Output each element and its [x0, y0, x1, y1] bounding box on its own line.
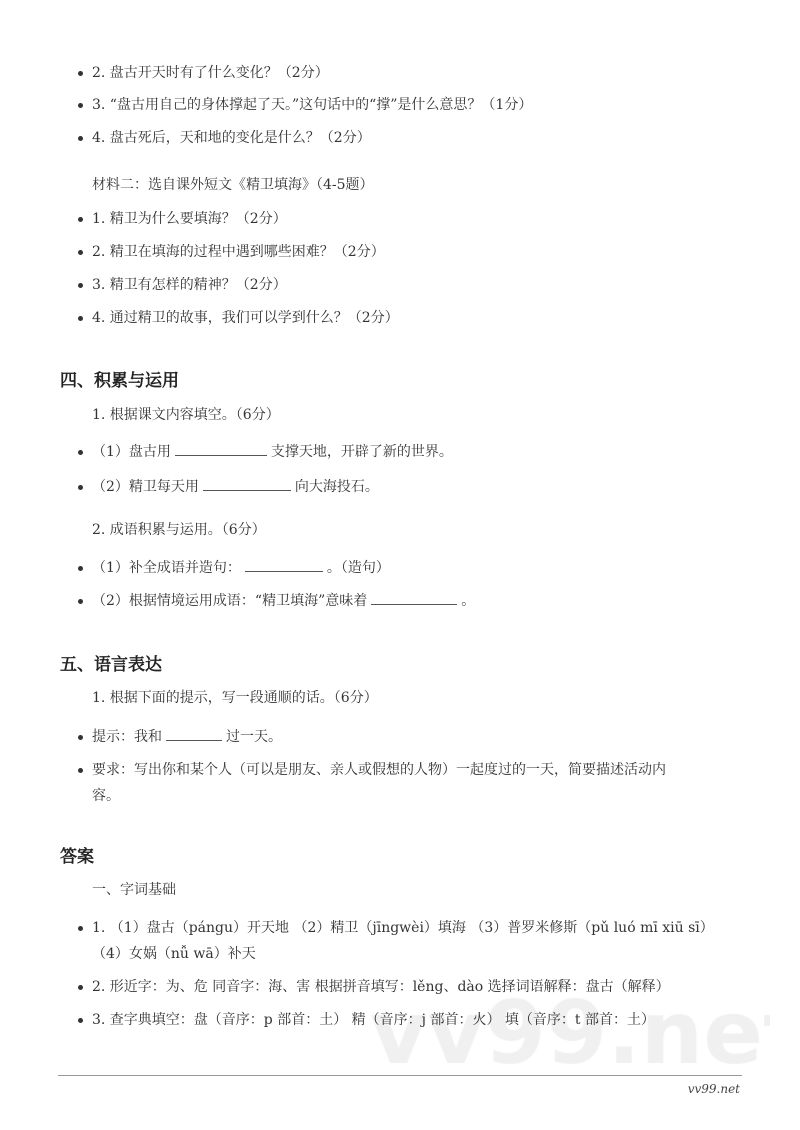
text: 提示：我和	[92, 729, 162, 745]
question-item: 3. “盘古用自己的身体撑起了天。”这句话中的“撑”是什么意思？（1分）	[92, 92, 752, 118]
section-heading: 五、语言表达	[60, 655, 162, 675]
question-item: 4. 通过精卫的故事，我们可以学到什么？（2分）	[92, 305, 752, 331]
blank-field	[371, 590, 457, 605]
text: （1）补全成语并造句：	[92, 560, 241, 576]
material-label: 材料二：选自课外短文《精卫填海》（4-5题）	[92, 177, 374, 193]
question-item: 2. 精卫在填海的过程中遇到哪些困难？（2分）	[92, 239, 752, 265]
question-item: 2. 盘古开天时有了什么变化？（2分）	[92, 60, 752, 86]
requirement-item: 要求：写出你和某个人（可以是朋友、亲人或假想的人物）一起度过的一天，简要描述活动内容。	[92, 757, 692, 809]
fill-item	[92, 439, 752, 465]
footer-site-label: vv99.net	[687, 1082, 740, 1096]
text: 过一天。	[226, 729, 282, 745]
fill-item	[92, 724, 752, 750]
text: 向大海投石。	[294, 479, 379, 495]
answer-item: 2. 形近字：为、危 同音字：海、害 根据拼音填写：lěng、dào 选择词语解释：盘古（解释）	[92, 974, 752, 1000]
text: （1）盘古用	[92, 444, 171, 460]
answer-item: 3. 查字典填空：盘（音序：p 部首：土） 精（音序：j 部首：火） 填（音序：t 部首：土）	[92, 1007, 752, 1033]
fill-item	[92, 588, 752, 614]
subsection-label: 1. 根据下面的提示，写一段通顺的话。（6分）	[92, 690, 378, 706]
question-item: 1. 精卫为什么要填海？（2分）	[92, 206, 752, 232]
subsection-label: 2. 成语积累与运用。（6分）	[92, 522, 266, 538]
question-item: 3. 精卫有怎样的精神？（2分）	[92, 272, 752, 298]
text: 。（造句）	[326, 560, 390, 576]
text: 。	[461, 593, 476, 609]
answers-heading: 答案	[60, 847, 94, 867]
blank-field	[245, 557, 323, 572]
text: 支撑天地，开辟了新的世界。	[270, 444, 453, 460]
blank-field	[175, 441, 267, 456]
subsection-label: 1. 根据课文内容填空。（6分）	[92, 407, 280, 423]
footer-divider	[58, 1075, 742, 1076]
text: （2）根据情境运用成语：“精卫填海”意味着	[92, 593, 368, 609]
blank-field	[203, 476, 291, 491]
answers-list	[92, 915, 752, 1040]
fill-item	[92, 474, 752, 500]
blank-field	[166, 726, 222, 741]
answer-item: 1. （1）盘古（pángu）开天地 （2）精卫（jīngwèi）填海 （3）普罗米修斯（pǔ luó mī xiū sī） （4）女娲（nǚ wā）补天	[92, 915, 732, 967]
section-heading: 四、积累与运用	[60, 371, 179, 391]
question-item: 4. 盘古死后，天和地的变化是什么？（2分）	[92, 125, 752, 151]
text: （2）精卫每天用	[92, 479, 199, 495]
fill-item	[92, 555, 752, 581]
subsection-label: 一、字词基础	[92, 882, 176, 898]
